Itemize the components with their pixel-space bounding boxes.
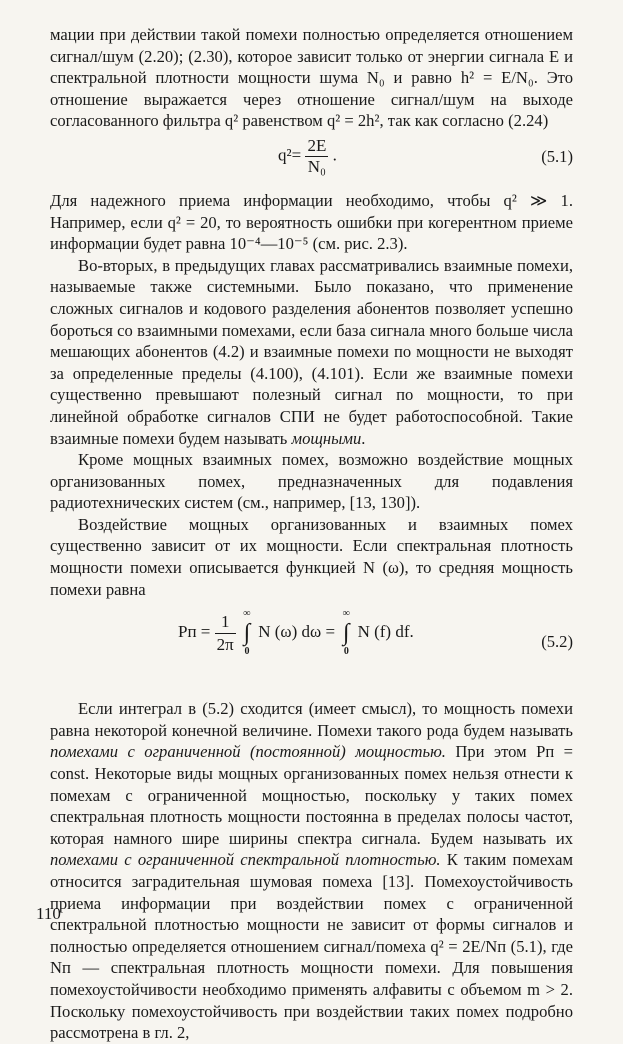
integral-1-upper: ∞ [243,608,251,620]
paragraph-6 [50,698,573,1044]
integral-2-upper: ∞ [342,608,350,620]
equation-5-1 [50,132,573,190]
equation-number-5-1: (5.1) [541,146,573,166]
eq2-integrand-2: N (f) df. [357,622,414,642]
eq1-denominator: N₀ [307,156,326,176]
page-number: 110 [36,904,61,923]
paragraph-6-c: К таким помехам относится заградительная шумовая помеха [13]. Помехоустойчивость приема информации при воздействии помех с ограниченной спектральной плотностью мощности не зависит от формы сигналов и полностью определяется отношением сигнал/помеха q² = 2E/Nп (5.1), где Nп — спектральная плотность мощности помехи. Для повышения помехоустойчивости необходимо применять алфавиты с объемом m > 2. Поскольку помехоустойчивость при воздействии таких помех подробно рассмотрена в гл. 2, [50,850,573,1043]
paragraph-3-text: Во-вторых, в предыдущих главах рассматривались взаимные помехи, называемые также системными. Было показано, что применение сложных сигналов и кодового разделения абонентов позволяет успешно бороться со взаимными помехами, если база сигнала много больше числа мешающих абонентов (4.2) и взаимные помехи по мощности не выходят за определенные пределы (4.100), (4.101). Если же взаимные помехи существенно превышают полезный сигнал по мощности, то при линейной обработке сигналов СПИ не будет работоспособной. Такие взаимные помехи будем называть [50,255,573,448]
paragraph-6-a: Если интеграл в (5.2) сходится (имеет смысл), то мощность помехи равна некоторой конечной величине. Помехи такого рода будем называть [50,699,573,740]
eq1-numerator: 2E [307,135,327,155]
equation-5-2 [50,600,573,698]
integral-2-lower: 0 [343,646,349,658]
paragraph-3 [50,255,573,449]
paragraph-4: Кроме мощных взаимных помех, возможно воздействие мощных организованных помех, предназначенных для подавления радиотехнических систем (см., например, [13, 130]). [50,450,573,513]
paragraph-3-end: . [361,428,366,448]
term-limited-power: помехами с ограниченной (постоянной) мощностью. [50,742,446,762]
integral-1-symbol: ∫ [243,620,251,647]
paragraph-6-b: При этом Pп = const. Некоторые виды мощных организованных помех нельзя отнести к помехам с ограниченной мощностью, поскольку у таких помех спектральная плотность мощности постоянна в пределах полосы частот, которая намного шире ширины спектра сигнала. Будем называть их [50,742,573,848]
integral-1 [240,608,254,658]
integral-2 [339,608,353,658]
eq2-integrand-1: N (ω) dω = [258,622,336,642]
eq2-fraction [215,611,236,656]
term-powerful: мощными [291,428,362,448]
paragraph-1: мации при действии такой помехи полностью определяется отношением сигнал/шум (2.20); (2.30), которое зависит только от энергии сигнала E и спектральной плотности мощности шума N₀ и равно h² = E/N₀. Это отношение выражается через отношение сигнал/шум на выходе согласованного фильтра q² равенством q² = 2h², так как согласно (2.24) [50,25,573,131]
term-limited-spectral-density: помехами с ограниченной спектральной плотностью. [50,850,441,870]
paragraph-2: Для надежного приема информации необходимо, чтобы q² ≫ 1. Например, если q² = 20, то вероятность ошибки при когерентном приеме информации будет равна 10⁻⁴—10⁻⁵ (см. рис. 2.3). [50,190,573,254]
eq2-frac-denominator: 2π [216,634,234,654]
eq2-lhs: Pп = [178,622,211,642]
integral-1-lower: 0 [244,646,250,658]
equation-5-1-formula [278,136,337,177]
eq1-lhs: q²= [278,145,302,165]
eq1-fraction [305,136,328,177]
equation-number-5-2: (5.2) [541,632,573,652]
paragraph-5: Воздействие мощных организованных и взаимных помех существенно зависит от их мощности. Если спектральная плотность мощности помехи описывается функцией N (ω), то средняя мощность помехи равна [50,514,573,599]
equation-5-2-formula [178,608,414,658]
eq2-frac-numerator: 1 [215,611,236,634]
eq1-tail: . [332,145,337,165]
integral-2-symbol: ∫ [343,620,350,647]
